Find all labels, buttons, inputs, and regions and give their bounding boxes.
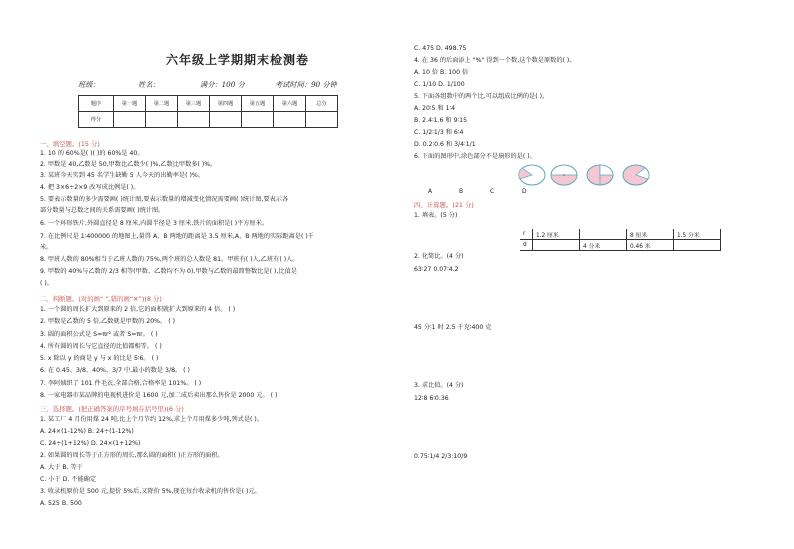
question: 1. 某工厂 4 月份用煤 24 吨,比上个月节约 12%,求上个月用煤多少吨,列式是( )。 [40,416,264,423]
question: 8. 一家电器市某品牌的电视机进价是 1600 元,加二成后卖出那么售价是 2000 元。 ( ) [40,392,278,399]
question: 4. 把 3×6÷2×9 改写成比例是( )。 [40,184,140,191]
score-table [78,95,338,128]
question: 3. 圆的面积公式是 S=πr² 或者 S=πr。 ( ) [40,331,158,338]
option-label: D [522,188,527,195]
question-option: A. 24×(1-12%) B. 24÷(1-12%) [40,428,134,435]
question: 部分数量与总数之间的关系需要画( )统计图。 [40,207,165,214]
figure-c [587,165,613,185]
score-cell[interactable] [146,112,178,128]
fill-table-label: 1. 填表。(5 分) [414,212,458,219]
question-option: C. 1/10 D. 1/100 [414,81,465,88]
figure-a [519,165,545,185]
question: 米。 [40,244,53,251]
option-label: B [459,188,464,195]
figure-b [551,165,577,185]
section-calculation: 四、计算题。(21 分) [414,201,474,209]
sector-figures [518,163,658,187]
question: 4. 在 36 的后面添上 "%" 得到一个数,这个数是原数的( )。 [414,57,576,64]
table-cell: 0.46 米 [627,240,674,251]
score-row-label: 得分 [79,112,114,128]
question: 3. 某班今天实到 45 名学生缺勤 5 人今天的出勤率是( )%。 [40,172,204,179]
name-label: 姓名： [138,80,160,89]
ratio-value-label: 3. 求比值。(4 分) [414,382,464,389]
simplify-label: 2. 化简比。(4 分) [414,253,464,260]
question: 5. 下面各组数中的两个比,可以组成比例的是( )。 [414,93,549,100]
option-label: A [428,188,433,195]
exam-time: 考试时间：90 分钟 [275,80,337,89]
table-cell: 4 分米 [580,240,627,251]
table-cell[interactable] [580,229,627,240]
score-header: 第一题 [114,96,146,112]
question: 1. 10 的 60%是( )( )的 60%是 40。 [40,150,144,157]
question-option: B. 2.4∶1.6 和 9∶15 [414,117,468,124]
question-option: A. 20∶5 和 1∶4 [414,105,456,112]
simplify-problems: 45 分∶1 时 2.5 千克∶400 克 [414,324,492,331]
question: 5. 要表示数量的多少需要画( )统计图,要表示数量的增减变化情况需要画( )统计图,要表示各 [40,196,289,203]
section-choice: 三、选择题。(把正确答案的序号填在括号里)(6 分) [40,405,184,413]
question: ( )。 [40,280,53,287]
score-cell[interactable] [210,112,242,128]
full-score: 满分：100 分 [200,80,245,89]
question-option: C. 1/2∶1/3 和 6∶4 [414,129,464,136]
score-header: 第五题 [242,96,274,112]
score-header: 第六题 [274,96,306,112]
score-header: 题序 [79,96,114,112]
score-cell[interactable] [274,112,306,128]
score-cell[interactable] [242,112,274,128]
question: 7. 李阿姨织了 101 件毛衣,全部合格,合格率是 101%。 ( ) [40,380,202,387]
score-header: 第四题 [210,96,242,112]
question-option: D. 0.2∶0.6 和 3/4∶1/1 [414,141,476,148]
question: 7. 在比例尺是 1∶400000 的地图上,量得 A、B 两地的距离是 3.5 厘米,A、B 两地的实际距离是( )千 [40,233,314,240]
question: 4. 所有圆的周长与它直径的比值都相等。 ( ) [40,343,162,350]
question: 1. 一个圆的周长扩大到原来的 2 倍,它的面积就扩大到原来的 4 倍。 ( ) [40,306,236,313]
score-header: 第三题 [178,96,210,112]
question-option: C. 475 D. 498.75 [414,45,467,52]
question: 6. 在 0.45、3/8、40%、3/7 中,最小的数是 3/8。 ( ) [40,367,190,374]
question: 8. 甲班人数的 80%相当于乙班人数的 75%,两个班的总人数是 81。甲班有( )人,乙班有( )人。 [40,256,299,263]
score-cell[interactable] [114,112,146,128]
question-option: C. 小于 D. 不能确定 [40,476,97,483]
question-option: C. 24÷(1+12%) D. 24×(1+12%) [40,440,141,447]
table-cell[interactable] [533,240,580,251]
question: 6. 下面的图形中,涂色部分不是扇形的是( )。 [414,153,536,160]
table-cell: 8 厘米 [627,229,674,240]
page-title: 六年级上学期期末检测卷 [166,53,310,67]
question: 9. 甲数的 40%与乙数的 2/3 相等(甲数、乙数均不为 0),甲数与乙数的最简整数比是( ),比值是 [40,268,297,275]
question: 3. 收录机原价是 500 元,提价 5%后,又降价 5%,现在每台收录机的售价是( )元。 [40,488,261,495]
question-option: A. 10 倍 B. 100 倍 [414,69,469,76]
question-option: A. 525 B. 500 [40,500,82,507]
question: 2. 甲数是 40,乙数是 50,甲数比乙数少( )%,乙数比甲数多( )%。 [40,161,217,168]
simplify-problems: 63∶27 0.07∶4.2 [414,266,459,273]
ratio-problems: 0.75∶1/4 2/3:10/9 [414,453,468,460]
question: 2. 甲数是乙数的 5 倍,乙数就是甲数的 20%。 ( ) [40,318,176,325]
score-cell[interactable] [306,112,338,128]
question: 5. x 除以 y 的商是 y 与 x 的比是 5∶6。 ( ) [40,355,159,362]
ratio-problems: 12∶8 6∶0.36 [414,395,449,402]
option-label: C [490,188,495,195]
class-label: 班级： [78,80,100,89]
question: 6. 一个环形铁片,外圆直径是 8 厘米,内圆半径是 3 厘米,铁片的面积是( )平方厘米。 [40,220,269,227]
score-header: 第二题 [146,96,178,112]
score-cell[interactable] [178,112,210,128]
table-cell[interactable] [674,240,721,251]
table-row-header: d [520,240,533,251]
question-option: A. 大于 B. 等于 [40,464,83,471]
table-cell: 1.2 厘米 [533,229,580,240]
table-row-header: r [520,229,533,240]
fill-table [520,229,721,251]
section-fill-blank: 一、填空题。(15 分) [40,140,100,148]
table-cell: 1.5 分米 [674,229,721,240]
question: 2. 如果圆的周长等于正方形的周长,那么圆的面积( )正方形的面积。 [40,452,224,459]
section-true-false: 二、判断题。(对的画“ ”,错的画“✕”)(8 分) [40,295,162,303]
figure-d [623,165,649,185]
score-header: 总分 [306,96,338,112]
